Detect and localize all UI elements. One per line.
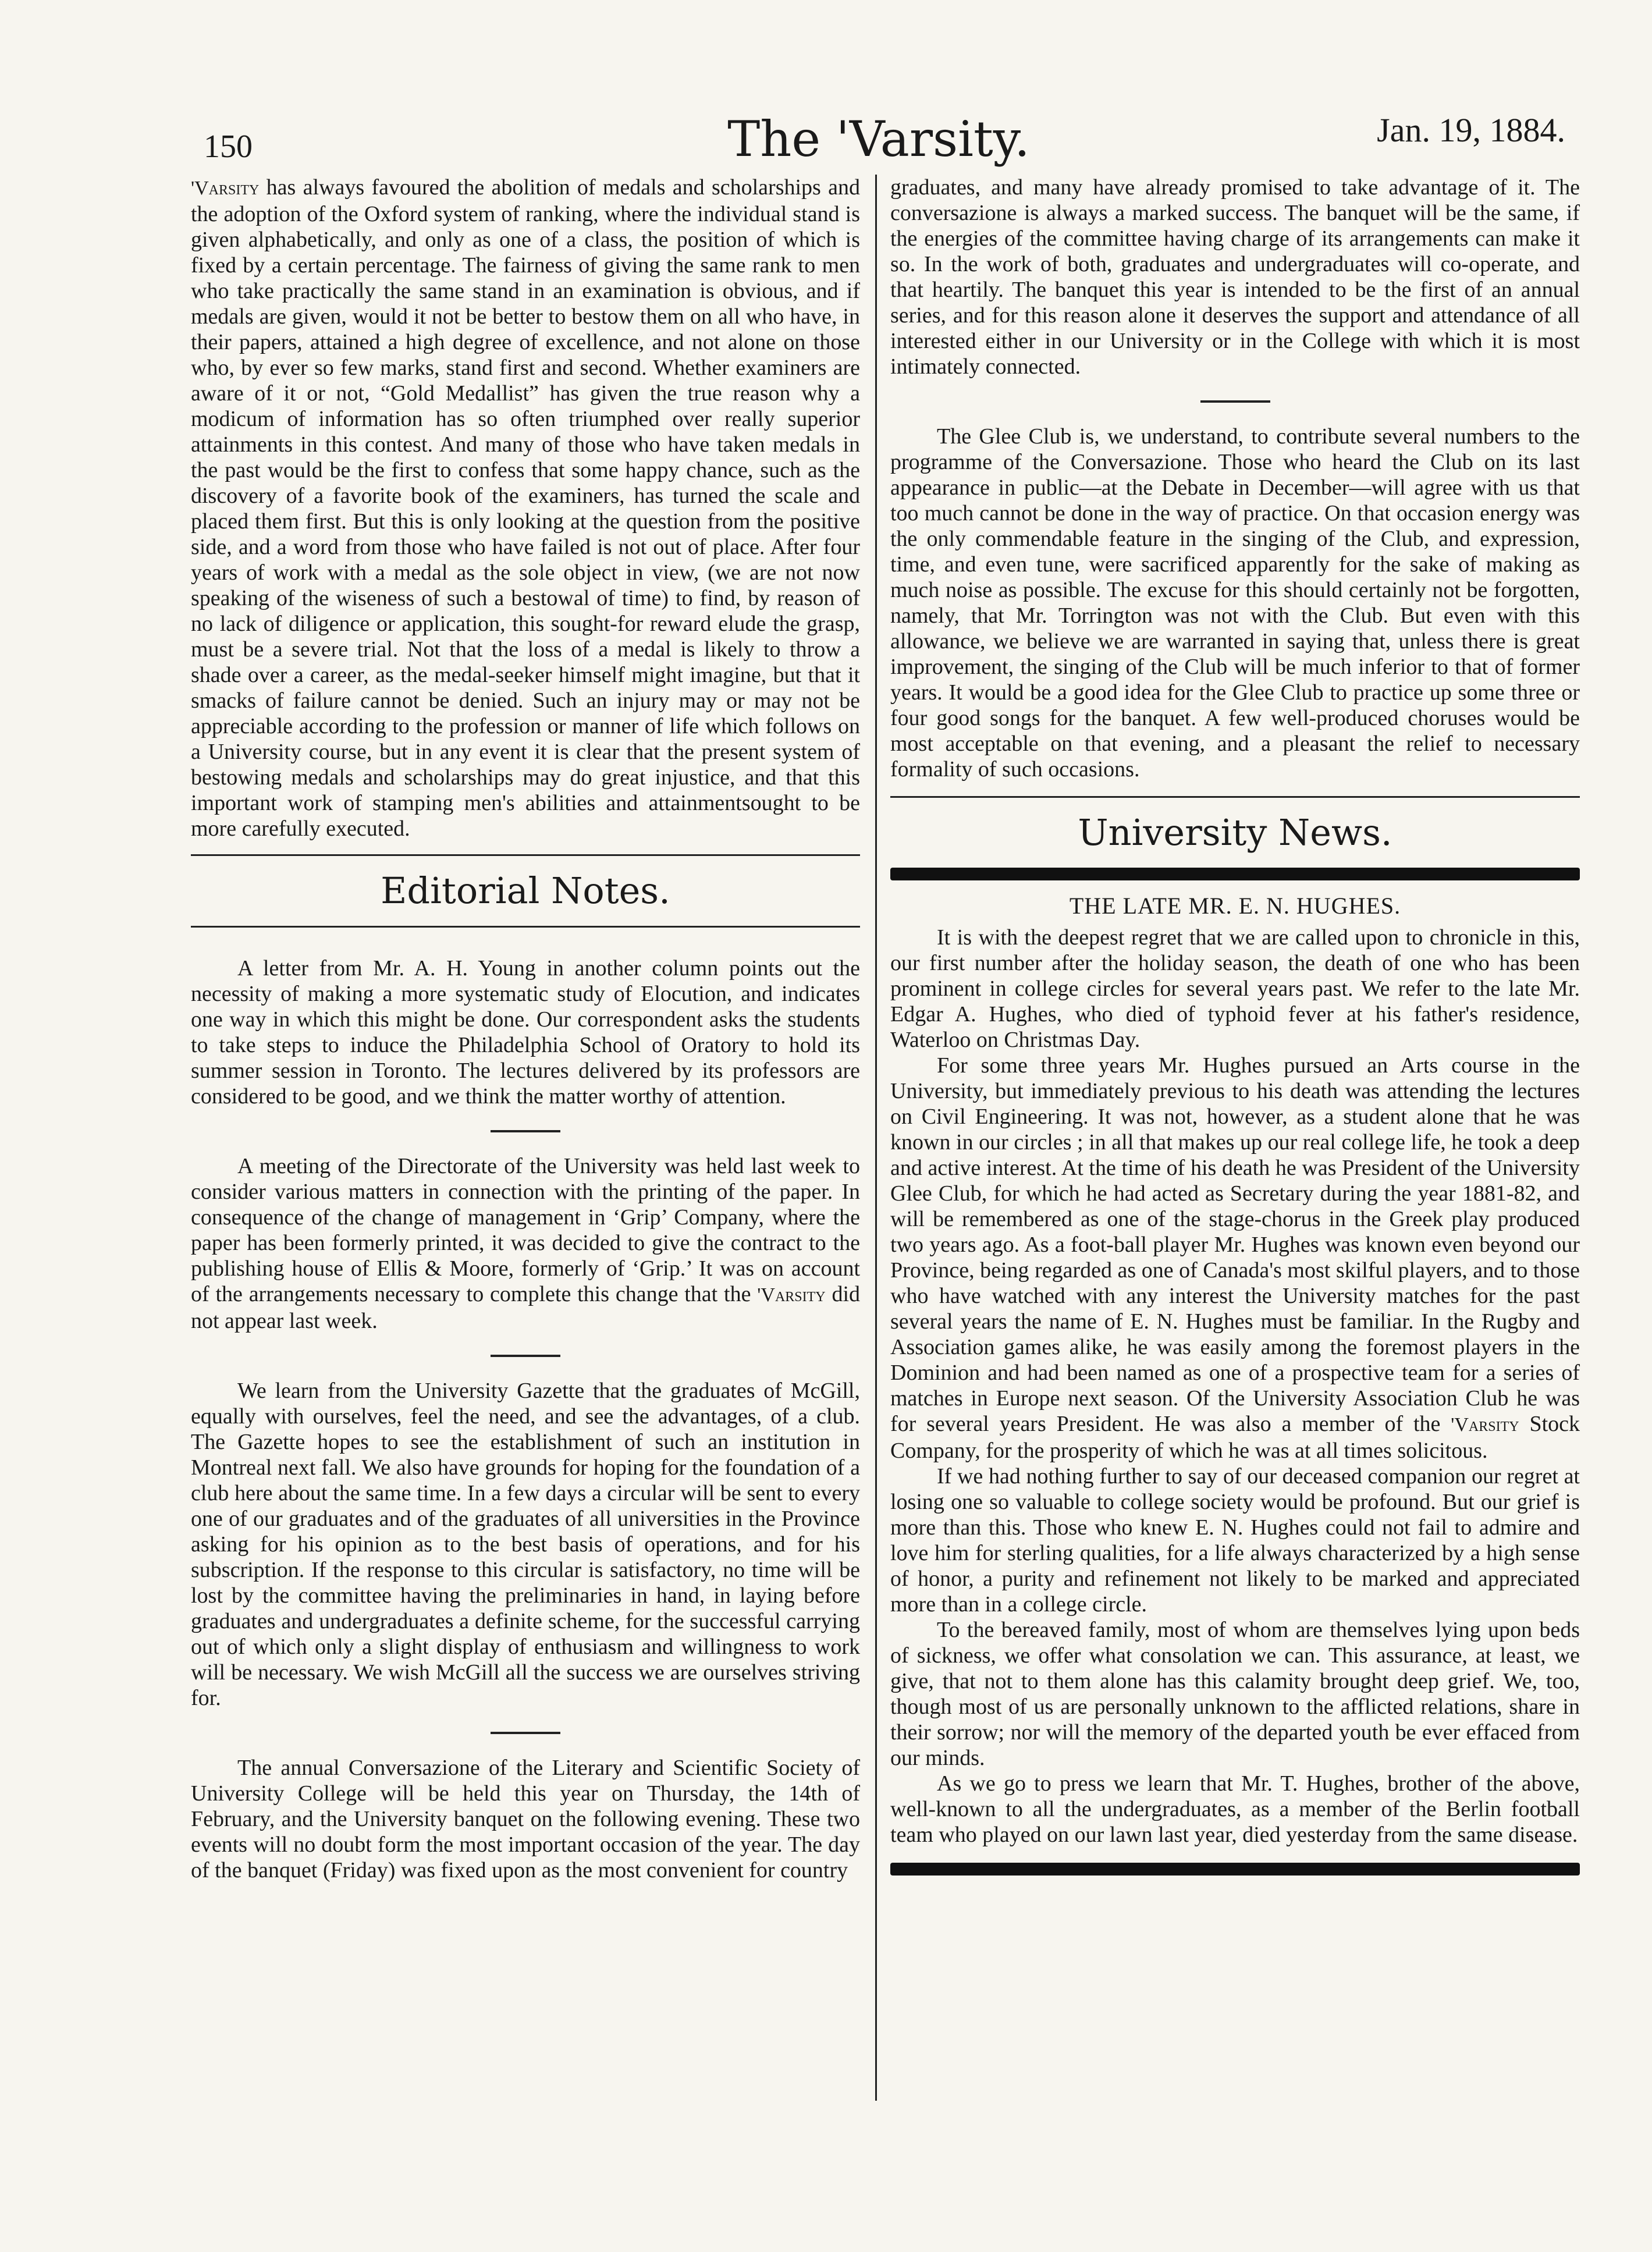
editorial-note: The annual Conversazione of the Literary and Scientific Society of University College will be held this year on Thursday, the 14th of February, and the University banquet on the following evening. These two events will no doubt form the most important occasion of the year. The day of the banquet (Friday) was fixed upon as the most convenient for country [191,1756,860,1882]
news-paragraph: As we go to press we learn that Mr. T. Hughes, brother of the above, well-known to all the undergraduates, as a member of the Berlin football team who played on our lawn last year, died yesterday from the same disease. [890,1771,1580,1847]
section-rule [191,854,860,856]
news-paragraph: For some three years Mr. Hughes pursued an Arts course in the University, but immediately previous to his death was attending the lectures on Civil Engineering. It was not, however, as a student alone that he was known in our circles ; in all that makes up our real college life, he took a deep and active interest. At the time of his death he was President of the University Glee Club, for which he had acted as Secretary during the year 1881-82, and will be remembered as one of the stage-chorus in the Greek play produced two years ago. As a foot-ball player Mr. Hughes was known even beyond our Province, being regarded as one of Canada's most skilful players, and to those who have watched with any interest the University matches for the past several years the name of E. N. Hughes must be familiar. In the Rugby and Association games alike, he was easily among the foremost players in the Dominion and had been named as one of a prospective team for a series of matches in Europe next season. Of the University Association Club he was for several years President. He was also a member of the 'Varsity Stock Company, for the prosperity of which he was at all times solicitous. [890,1053,1580,1463]
varsity-smallcaps: 'Varsity [191,177,260,199]
article-paragraph: 'Varsity has always favoured the abolition of medals and scholarships and the adoption of the Oxford system of ranking, where the individual stand is given alphabetically, and only as one of a class, the position of which is fixed by a certain percentage. The fairness of giving the same rank to men who take practically the same stand in an examination is obvious, and if medals are given, would it not be better to bestow them on all who have, in their papers, attained a high degree of excellence, and not alone on those who, by ever so few marks, stand first and second. Whether examiners are aware of it or not, “Gold Medallist” has given the true reason why a modicum of information has so often triumphed over really superior attainments in this contest. And many of those who have taken medals in the past would be the first to confess that some happy chance, such as the discovery of a favorite book of the examiners, has turned the scale and placed them first. But this is only looking at the question from the positive side, and a word from those who have failed is not out of place. After four years of work with a medal as the sole object in view, (we are not now speaking of the wiseness of such a bestowal of time) to find, by reason of no lack of diligence or application, this sought-for reward elude the grasp, must be a severe trial. Not that the loss of a medal is likely to throw a shade over a career, as the medal-seeker himself might imagine, but that it smacks of failure cannot be denied. Such an injury may or may not be appreciable according to the profession or manner of life which follows on a University course, but in any event it is clear that the present system of bestowing medals and scholarships may do great injustice, and that this important work of stamping men's abilities and attainmentsought to be more carefully executed. [191,175,860,841]
page-number: 150 [204,129,253,165]
heavy-rule [890,868,1580,880]
news-paragraph: To the bereaved family, most of whom are themselves lying upon beds of sickness, we offer what consolation we can. This assurance, at least, we give, that not to them alone has this calamity brought deep grief. We, too, though most of us are personally unknown to the afflicted relations, share in their sorrow; nor will the memory of the departed youth be ever effaced from our minds. [890,1618,1580,1770]
separator-rule [1200,400,1270,403]
editorial-notes-heading: Editorial Notes. [381,869,670,912]
editorial-note: The Glee Club is, we understand, to contribute several numbers to the programme of the Conversazione. Those who heard the Club on its last appearance in public—at the Debate in December—will agree with us that too much cannot be done in the way of practice. On that occasion energy was the only commendable feature in the singing of the Club, and expression, time, and even tune, were sacrificed apparently for the sake of making as much noise as possible. The excuse for this should certainly not be forgotten, namely, that Mr. Torrington was not with the Club. But even with this allowance, we believe we are warranted in saying that, unless there is great improvement, the singing of the Club will be much inferior to that of former years. It would be a good idea for the Glee Club to practice up some three or four good songs for the banquet. A few well-produced choruses would be most acceptable on that evening, and a pleasant the relief to necessary formality of such occasions. [890,424,1580,782]
column-divider [875,175,877,2101]
news-paragraph: If we had nothing further to say of our deceased companion our regret at losing one so valuable to college society would be profound. But our grief is more than this. Those who knew E. N. Hughes could not fail to admire and love him for sterling qualities, for a life always characterized by a high sense of honor, a purity and refinement not likely to be marked and appreciated more than in a college circle. [890,1464,1580,1617]
section-rule [191,926,860,928]
right-column [890,175,1580,1884]
editorial-note-continued: graduates, and many have already promised to take advantage of it. The conversazione is always a marked success. The banquet will be the same, if the energies of the committee having charge of its arrangements can make it so. In the work of both, graduates and undergraduates will co-operate, and that heartily. The banquet this year is intended to be the first of an annual series, and for this reason alone it deserves the support and attendance of all interested either in our University or in the College with which it is most intimately connected. [890,175,1580,379]
editorial-note: A letter from Mr. A. H. Young in another column points out the necessity of making a more systematic study of Elocution, and indicates one way in which this might be done. Our correspondent asks the students to take steps to induce the Philadelphia School of Oratory to hold its summer session in Toronto. The lectures delivered by its professors are considered to be good, and we think the matter worthy of attention. [191,956,860,1109]
heavy-rule [890,1863,1580,1876]
separator-rule [491,1732,560,1734]
section-rule [890,796,1580,798]
editorial-note: We learn from the University Gazette that the graduates of McGill, equally with ourselves, feel the need, and see the advantages, of a club. The Gazette hopes to see the establishment of such an institution in Montreal next fall. We also have grounds for hoping for the foundation of a club here about the same time. In a few days a circular will be sent to every one of our graduates and of the graduates of all universities in the Province asking for his opinion as to the best basis of operations, and for his subscription. If the response to this circular is satisfactory, no time will be lost by the committee having the preliminaries in hand, in laying before graduates and undergraduates a definite scheme, for the successful carrying out of which only a slight display of enthusiasm and willingness to work will be necessary. We wish McGill all the success we are ourselves striving for. [191,1379,860,1710]
editorial-note: A meeting of the Directorate of the University was held last week to consider various matters in connection with the printing of the paper. In consequence of the change of management in ‘Grip’ Company, where the paper has been formerly printed, it was decided to give the contract to the publishing house of Ellis & Moore, formerly of ‘Grip.’ It was on account of the arrangements necessary to complete this change that the 'Varsity did not appear last week. [191,1154,861,1333]
masthead-title: The 'Varsity. [727,111,1030,168]
issue-date: Jan. 19, 1884. [1377,111,1565,149]
left-column [191,175,860,1883]
university-news-heading: University News. [1078,811,1392,854]
separator-rule [491,1130,560,1132]
article-subheading: THE LATE MR. E. N. HUGHES. [1069,893,1401,919]
news-paragraph: It is with the deepest regret that we are called upon to chronicle in this, our first number after the holiday season, the death of one who has been prominent in college circles for several years past. We refer to the late Mr. Edgar A. Hughes, who died of typhoid fever at his father's residence, Waterloo on Christmas Day. [890,925,1580,1052]
page-header [192,105,1565,169]
separator-rule [491,1355,560,1357]
